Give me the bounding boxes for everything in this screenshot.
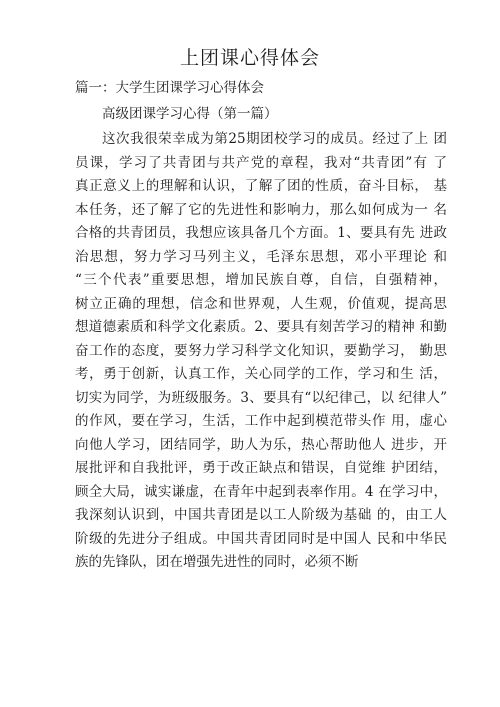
body-line: 的作风，要在学习，生活，工作中起到模范带头作 用，虚心	[75, 413, 447, 429]
body-line: 合格的共青团员，我想应该具备几个方面。1、要具有先 进政	[75, 225, 447, 241]
body-line: “三个代表”重要思想，增加民族自尊，自信，自强精神，	[75, 272, 447, 288]
document-title: 上团课心得体会	[179, 47, 320, 69]
body-line: 阶级的先进分子组成。中国共青团同时是中国人 民和中华民	[75, 530, 447, 547]
body-line: 向他人学习，团结同学，助人为乐，热心帮助他人 进步，开	[75, 436, 447, 453]
body-line: 我深刻认识到，中国共青团是以工人阶级为基础 的，由工人	[75, 507, 447, 523]
body-paragraph	[75, 128, 447, 575]
body-line: 树立正确的理想，信念和世界观，人生观，价值观，提高思	[75, 295, 447, 312]
body-line: 顾全大局，诚实谦虚，在青年中起到表率作用。4 在学习中，	[75, 483, 447, 500]
sub-heading: 高级团课学习心得（第一篇）	[102, 106, 278, 122]
body-line: 切实为同学，为班级服务。3、要具有“以纪律己，以 纪律人”	[75, 389, 447, 406]
body-line: 奋工作的态度，要努力学习科学文化知识，要勤学习， 勤思	[75, 342, 447, 359]
body-line: 员课，学习了共青团与共产党的章程，我对“共青团”有 了	[75, 154, 447, 171]
body-line: 真正意义上的理解和认识，了解了团的性质，奋斗目标， 基	[75, 178, 447, 194]
section-heading: 篇一：大学生团课学习心得体会	[75, 80, 264, 96]
body-line: 想道德素质和科学文化素质。2、要具有刻苦学习的精神 和勤	[75, 319, 447, 335]
body-line: 考，勇于创新，认真工作，关心同学的工作，学习和生 活，	[75, 366, 447, 382]
body-line: 族的先锋队，团在增强先进性的同时，必须不断	[75, 554, 359, 570]
body-line: 这次我很荣幸成为第25期团校学习的成员。经过了上 团	[102, 131, 447, 147]
body-line: 展批评和自我批评，勇于改正缺点和错误，自觉维 护团结，	[75, 460, 447, 476]
body-line: 治思想，努力学习马列主义，毛泽东思想，邓小平理论 和	[75, 248, 447, 265]
body-line: 本任务，还了解了它的先进性和影响力，那么如何成为一 名	[75, 201, 447, 218]
